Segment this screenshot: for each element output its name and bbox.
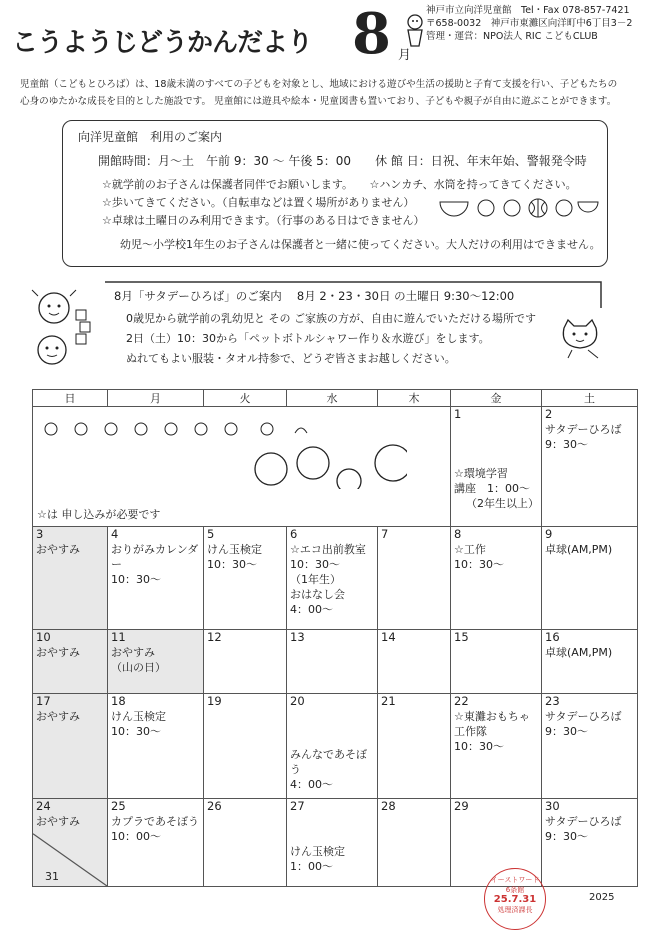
day-cell — [287, 630, 378, 694]
event-text: おやすみ — [36, 543, 80, 556]
event-text: おやすみ — [36, 815, 80, 828]
event-text: 講座 1：00～ — [454, 482, 530, 495]
application-note: ☆は 申し込みが必要です — [37, 508, 161, 521]
day-cell — [287, 694, 378, 799]
contact-block — [426, 4, 632, 43]
week-row — [33, 407, 638, 527]
day-cell — [204, 630, 287, 694]
day-cell — [378, 694, 451, 799]
day-cell — [287, 799, 378, 887]
week-row — [33, 527, 638, 630]
event-text: （山の日） — [111, 661, 166, 674]
weekday-mon: 月 — [108, 390, 204, 407]
day-number: 10 — [36, 630, 51, 644]
day-number: 3 — [36, 527, 44, 541]
event-text: ☆環境学習 — [454, 467, 508, 480]
day-number: 21 — [381, 694, 396, 708]
event-text: おはなし会 — [290, 588, 345, 601]
event-text: サタデーひろば — [545, 815, 622, 828]
day-number: 24 — [36, 799, 51, 813]
day-cell — [204, 694, 287, 799]
weekday-fri: 金 — [451, 390, 542, 407]
day-number: 19 — [207, 694, 222, 708]
usage-rule: ☆歩いてきてください。（自転車などは置く場所がありません） — [102, 196, 415, 209]
day-cell — [204, 799, 287, 887]
monthly-calendar — [32, 389, 638, 887]
day-number: 25 — [111, 799, 126, 813]
opening-hours: 開館時間：月～土 午前 9：30 ～ 午後 5：00 休 館 日：日祝、年末年始、警報発令時 — [98, 154, 587, 168]
day-number: 7 — [381, 527, 389, 541]
day-number: 6 — [290, 527, 298, 541]
event-text: 1：00～ — [290, 860, 333, 873]
event-text: おやすみ — [36, 646, 80, 659]
day-cell — [542, 799, 638, 887]
day-cell — [108, 527, 204, 630]
day-number: 12 — [207, 630, 222, 644]
saturday-info-line: 2日（土）10：30から「ペットボトルシャワー作り＆水遊び」をします。 — [126, 332, 490, 345]
summer-characters-icon — [37, 411, 407, 489]
contact-line: 神戸市立向洋児童館 Tel・Fax 078-857-7421 — [426, 5, 630, 16]
day-number: 23 — [545, 694, 560, 708]
day-cell — [542, 527, 638, 630]
day-cell — [378, 799, 451, 887]
day-number: 17 — [36, 694, 51, 708]
day-cell — [378, 527, 451, 630]
event-text: けん玉検定 — [290, 845, 345, 858]
cat-illustration-icon — [558, 318, 602, 360]
event-text: 卓球(AM,PM) — [545, 646, 613, 659]
day-number: 5 — [207, 527, 215, 541]
intro-art-cell — [33, 407, 451, 527]
day-cell — [108, 630, 204, 694]
weekday-header-row — [33, 390, 638, 407]
event-text: 4：00～ — [290, 603, 333, 616]
day-number: 11 — [111, 630, 126, 644]
day-cell — [378, 630, 451, 694]
day-number: 9 — [545, 527, 553, 541]
mascot-icon — [404, 12, 426, 50]
day-number: 27 — [290, 799, 305, 813]
day-cell — [542, 630, 638, 694]
day-cell — [542, 407, 638, 527]
newsletter-title: こうようじどうかんだより — [12, 28, 313, 58]
footer-year: 2025 — [589, 892, 615, 903]
day-number: 30 — [545, 799, 560, 813]
day-cell — [33, 694, 108, 799]
event-text: 10：00～ — [111, 830, 161, 843]
day-number: 8 — [454, 527, 462, 541]
event-text: 10：30～ — [111, 725, 161, 738]
event-text: 10：30～ — [290, 558, 340, 571]
day-number: 4 — [111, 527, 119, 541]
event-text: カプラであそぼう — [111, 815, 199, 828]
stamp-date: 25.7.31 — [493, 894, 537, 905]
day-cell — [451, 407, 542, 527]
usage-rule: 幼児～小学校1年生のお子さんは保護者と一緒に使ってください。大人だけの利用はできません。 — [120, 238, 601, 251]
day-number: 29 — [454, 799, 469, 813]
weekday-sat: 土 — [542, 390, 638, 407]
day-number: 31 — [45, 870, 59, 883]
received-stamp — [484, 868, 546, 930]
day-number: 1 — [454, 407, 462, 421]
fruit-icons — [438, 196, 600, 224]
event-text: 10：30～ — [111, 573, 161, 586]
event-text: 9：30～ — [545, 830, 588, 843]
event-text: ☆東灘おもちゃ — [454, 710, 530, 723]
event-text: 卓球(AM,PM) — [545, 543, 613, 556]
stamp-line: イーストワード — [490, 876, 540, 884]
event-text: 工作隊 — [454, 725, 487, 738]
stamp-line: 6条館 — [505, 886, 525, 894]
day-number: 18 — [111, 694, 126, 708]
week-row — [33, 799, 638, 887]
event-text: （1年生） — [290, 573, 341, 586]
day-cell — [542, 694, 638, 799]
weekday-thu: 木 — [378, 390, 451, 407]
day-number: 28 — [381, 799, 396, 813]
event-text: ☆エコ出前教室 — [290, 543, 366, 556]
day-number: 2 — [545, 407, 553, 421]
saturday-info-title: 8月「サタデーひろば」のご案内 8月 2・23・30日 の土曜日 9:30～12:00 — [114, 289, 515, 303]
event-text: 10：30～ — [454, 558, 504, 571]
event-text: けん玉検定 — [111, 710, 166, 723]
week-row — [33, 694, 638, 799]
event-text: おやすみ — [36, 710, 80, 723]
day-cell — [108, 799, 204, 887]
day-cell — [451, 630, 542, 694]
event-text: サタデーひろば — [545, 423, 622, 436]
weekday-sun: 日 — [33, 390, 108, 407]
children-illustration-icon — [28, 282, 100, 374]
event-text: 10：30～ — [207, 558, 257, 571]
event-text: （2年生以上） — [466, 497, 539, 510]
event-text: 4：00～ — [290, 778, 333, 791]
day-cell — [108, 694, 204, 799]
event-text: みんなであそぼう — [290, 748, 367, 776]
saturday-info-line: ぬれてもよい服装・タオル持参で、どうぞ皆さまお越しください。 — [126, 352, 456, 365]
event-text: 10：30～ — [454, 740, 504, 753]
day-number: 26 — [207, 799, 222, 813]
day-cell — [33, 630, 108, 694]
month-suffix: 月 — [398, 48, 412, 63]
day-number: 13 — [290, 630, 305, 644]
contact-line: 〒658-0032 神戸市東灘区向洋町中6丁目3－2 — [426, 18, 633, 29]
event-text: ☆工作 — [454, 543, 486, 556]
weekday-wed: 水 — [287, 390, 378, 407]
event-text: おりがみカレンダー — [111, 543, 199, 571]
event-text: サタデーひろば — [545, 710, 622, 723]
event-text: 9：30～ — [545, 438, 588, 451]
week-row — [33, 630, 638, 694]
day-cell — [451, 694, 542, 799]
day-number: 20 — [290, 694, 305, 708]
intro-text — [20, 76, 650, 110]
stamp-line: 処理済課長 — [497, 906, 533, 914]
event-text: おやすみ — [111, 646, 155, 659]
weekday-tue: 火 — [204, 390, 287, 407]
saturday-info-line: 0歳児から就学前の乳幼児と その ご家族の方が、自由に遊んでいただける場所です — [126, 312, 536, 325]
day-cell-split — [33, 799, 108, 887]
day-number: 15 — [454, 630, 469, 644]
day-number: 16 — [545, 630, 560, 644]
day-number: 14 — [381, 630, 396, 644]
usage-rule: ☆卓球は土曜日のみ利用できます。（行事のある日はできません） — [102, 214, 425, 227]
day-number: 22 — [454, 694, 469, 708]
day-cell — [33, 527, 108, 630]
day-cell — [287, 527, 378, 630]
day-cell — [451, 527, 542, 630]
month-number: 8 — [352, 1, 391, 67]
usage-info-title: 向洋児童館 利用のご案内 — [78, 130, 223, 144]
intro-line: 児童館（こどもとひろば）は、18歳未満のすべての子どもを対象とし、地域における遊びや生活の援助と子育て支援を行い、子どもたちの — [20, 79, 618, 90]
event-text: けん玉検定 — [207, 543, 262, 556]
usage-rule: ☆就学前のお子さんは保護者同伴でお願いします。 ☆ハンカチ、水筒を持ってきてください。 — [102, 178, 577, 191]
day-cell — [204, 527, 287, 630]
contact-line: 管理・運営：NPO法人 RIC こどもCLUB — [426, 31, 598, 42]
event-text: 9：30～ — [545, 725, 588, 738]
intro-line: 心身のゆたかな成長を目的とした施設です。 児童館には遊具や絵本・児童図書も置いており、子どもや親子が自由に遊ぶことができます。 — [20, 96, 617, 107]
